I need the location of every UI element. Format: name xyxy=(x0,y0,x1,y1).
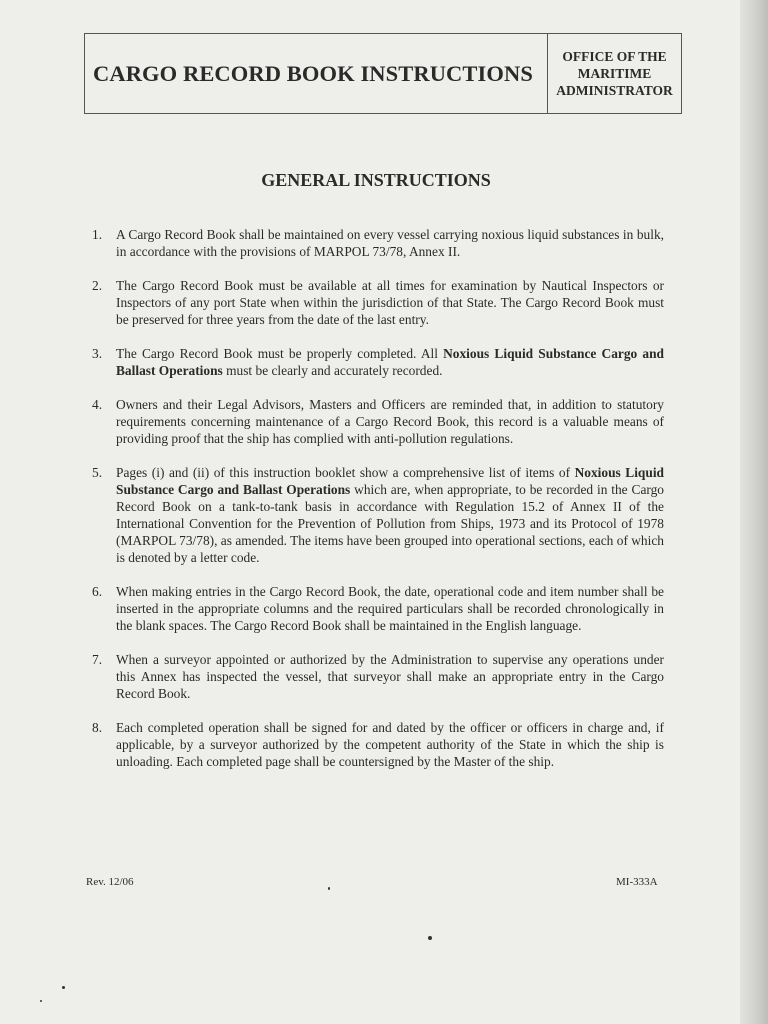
item-number: 5. xyxy=(92,465,103,480)
instruction-item-1 xyxy=(86,226,664,260)
scan-speck xyxy=(40,1000,42,1002)
item-number: 7. xyxy=(92,652,103,667)
item-text: When making entries in the Cargo Record Book, the date, operational code and item number shall be inserted in the appropriate columns and the required particulars shall be recorded chronologically in the blank spaces. The Cargo Record Book shall be maintained in the English language. xyxy=(116,584,664,633)
instruction-item-3 xyxy=(86,345,664,379)
instruction-item-6 xyxy=(86,583,664,634)
revision-label: Rev. 12/06 xyxy=(86,876,134,888)
document-title: CARGO RECORD BOOK INSTRUCTIONS xyxy=(93,60,533,86)
instruction-item-8 xyxy=(86,719,664,770)
instruction-item-2 xyxy=(86,277,664,328)
item-text-after: must be clearly and accurately recorded. xyxy=(222,363,443,378)
scan-speck xyxy=(62,986,65,989)
item-number: 8. xyxy=(92,720,103,735)
item-text-bold: Noxious Liquid Substance Cargo and Ballast Operations xyxy=(116,465,664,497)
section-title: GENERAL INSTRUCTIONS xyxy=(261,170,491,190)
item-text-before: The Cargo Record Book must be properly completed. All xyxy=(116,346,444,361)
office-line-2: MARITIME xyxy=(577,66,652,81)
office-block xyxy=(547,34,681,113)
office-line-1: OFFICE OF THE xyxy=(562,49,667,64)
form-code: MI-333A xyxy=(616,876,658,888)
instruction-item-7 xyxy=(86,651,664,702)
instruction-item-5 xyxy=(86,464,664,566)
item-number: 6. xyxy=(92,584,103,599)
item-text-bold: Noxious Liquid Substance Cargo and Ballast Operations xyxy=(116,346,664,378)
instructions-list xyxy=(86,226,664,770)
office-line-3: ADMINISTRATOR xyxy=(556,83,673,98)
page-edge-shadow xyxy=(740,0,768,1024)
item-number: 4. xyxy=(92,397,103,412)
item-number: 1. xyxy=(92,227,103,242)
scan-speck xyxy=(428,936,432,940)
item-text: When a surveyor appointed or authorized by the Administration to supervise any operations under this Annex has inspected the vessel, that surveyor shall make an appropriate entry in the Cargo Record Book. xyxy=(116,652,664,701)
item-text-after: which are, when appropriate, to be recorded in the Cargo Record Book on a tank-to-tank basis in accordance with Regulation 15.2 of Annex II of the International Convention for the Prevention of Pollution from Ships, 1973 and its Protocol of 1978 (MARPOL 73/78), as amended. The items have been grouped into operational sections, each of which is denoted by a letter code. xyxy=(116,482,664,565)
item-number: 3. xyxy=(92,346,103,361)
item-text: The Cargo Record Book must be available at all times for examination by Nautical Inspectors or Inspectors of any port State when within the jurisdiction of that State. The Cargo Record Book must be preserved for three years from the date of the last entry. xyxy=(116,278,664,327)
instruction-item-4 xyxy=(86,396,664,447)
scan-speck xyxy=(328,887,330,890)
header-box xyxy=(84,33,682,114)
item-text: Owners and their Legal Advisors, Masters and Officers are reminded that, in addition to statutory requirements concerning maintenance of a Cargo Record Book, this record is a valuable means of providing proof that the ship has complied with anti-pollution regulations. xyxy=(116,397,664,446)
item-text-before: Pages (i) and (ii) of this instruction booklet show a comprehensive list of items of xyxy=(116,465,575,480)
item-number: 2. xyxy=(92,278,103,293)
item-text: Each completed operation shall be signed for and dated by the officer or officers in charge and, if applicable, by a surveyor authorized by the competent authority of the State in which the ship is unloading. Each completed page shall be countersigned by the Master of the ship. xyxy=(116,720,664,769)
item-text: A Cargo Record Book shall be maintained on every vessel carrying noxious liquid substances in bulk, in accordance with the provisions of MARPOL 73/78, Annex II. xyxy=(116,227,664,259)
